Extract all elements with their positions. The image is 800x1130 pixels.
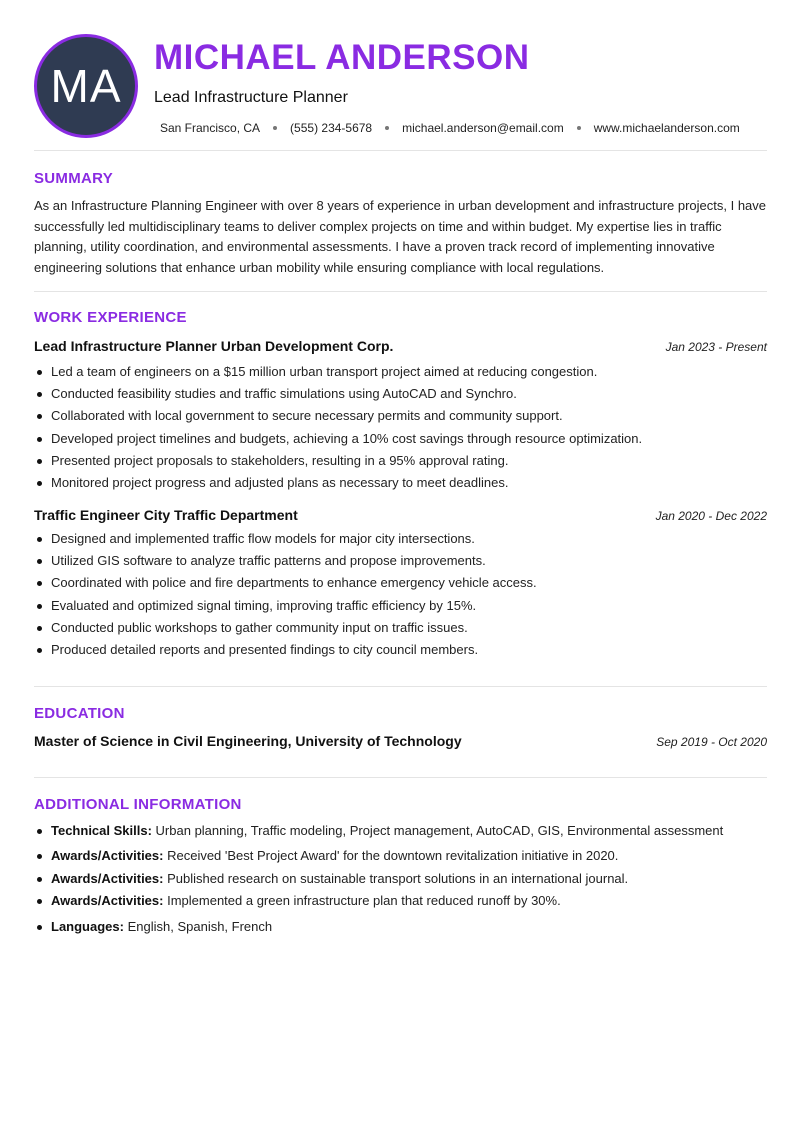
list-item: Utilized GIS software to analyze traffic patterns and propose improvements. <box>51 550 537 572</box>
education-heading: EDUCATION <box>34 705 125 722</box>
info-text: Urban planning, Traffic modeling, Project management, AutoCAD, GIS, Environmental assessment <box>155 823 724 838</box>
resume-header <box>34 34 767 144</box>
job-header <box>34 338 767 354</box>
list-item <box>51 916 723 938</box>
list-item <box>51 845 723 868</box>
work-experience-heading: WORK EXPERIENCE <box>34 309 187 326</box>
info-text: Implemented a green infrastructure plan that reduced runoff by 30%. <box>167 893 561 908</box>
info-label: Awards/Activities: <box>51 871 164 886</box>
dot-separator-icon <box>577 126 581 130</box>
list-item: Conducted feasibility studies and traffic simulations using AutoCAD and Synchro. <box>51 383 642 405</box>
contact-phone: (555) 234-5678 <box>290 121 373 135</box>
list-item: Collaborated with local government to secure necessary permits and community support. <box>51 405 642 427</box>
job-title: Traffic Engineer City Traffic Department <box>34 507 298 523</box>
summary-text: As an Infrastructure Planning Engineer with over 8 years of experience in urban development and infrastructure projects, I have successfully led multidisciplinary teams to deliver complex projects on time and within budget. My expertise lies in traffic planning, utility coordination, and environmental assessments. I have a proven track record of implementing innovative engineering solutions that enhance urban mobility while ensuring compliance with local regulations. <box>34 198 767 275</box>
additional-info-heading: ADDITIONAL INFORMATION <box>34 796 242 813</box>
avatar <box>34 34 138 138</box>
dot-separator-icon <box>273 126 277 130</box>
list-item: Coordinated with police and fire departments to enhance emergency vehicle access. <box>51 572 537 594</box>
list-item: Conducted public workshops to gather community input on traffic issues. <box>51 617 537 639</box>
info-text: English, Spanish, French <box>127 919 273 934</box>
list-item <box>51 868 723 890</box>
contact-website[interactable]: www.michaelanderson.com <box>593 121 740 135</box>
job-date: Jan 2020 - Dec 2022 <box>655 509 767 523</box>
list-item: Produced detailed reports and presented findings to city council members. <box>51 639 537 661</box>
job-date: Jan 2023 - Present <box>665 340 767 354</box>
section-divider <box>34 777 767 778</box>
candidate-name: MICHAEL ANDERSON <box>154 38 530 77</box>
info-text: Received 'Best Project Award' for the downtown revitalization initiative in 2020. <box>167 848 619 863</box>
education-date: Sep 2019 - Oct 2020 <box>656 735 767 749</box>
list-item <box>51 820 723 845</box>
dot-separator-icon <box>385 126 389 130</box>
list-item: Evaluated and optimized signal timing, improving traffic efficiency by 15%. <box>51 595 537 617</box>
education-entry <box>34 733 767 749</box>
section-divider <box>34 686 767 687</box>
candidate-role: Lead Infrastructure Planner <box>154 89 348 106</box>
contact-location: San Francisco, CA <box>160 121 261 135</box>
list-item: Presented project proposals to stakeholders, resulting in a 95% approval rating. <box>51 450 642 472</box>
info-text: Published research on sustainable transport solutions in an international journal. <box>167 871 629 886</box>
info-label: Awards/Activities: <box>51 848 164 863</box>
avatar-initials: MA <box>50 60 122 112</box>
section-divider <box>34 291 767 292</box>
additional-info-list <box>51 820 723 938</box>
contact-info <box>160 121 740 135</box>
degree: Master of Science in Civil Engineering, University of Technology <box>34 733 462 749</box>
job-header <box>34 507 767 523</box>
list-item: Developed project timelines and budgets, achieving a 10% cost savings through resource optimization. <box>51 428 642 450</box>
list-item: Designed and implemented traffic flow models for major city intersections. <box>51 528 537 550</box>
info-label: Technical Skills: <box>51 823 152 838</box>
list-item: Led a team of engineers on a $15 million urban transport project aimed at reducing congestion. <box>51 361 642 383</box>
info-label: Languages: <box>51 919 124 934</box>
contact-email[interactable]: michael.anderson@email.com <box>402 121 564 135</box>
job-bullets <box>51 528 537 661</box>
list-item <box>51 890 723 916</box>
list-item: Monitored project progress and adjusted plans as necessary to meet deadlines. <box>51 472 642 494</box>
summary-heading: SUMMARY <box>34 170 114 187</box>
section-divider <box>34 150 767 151</box>
job-bullets <box>51 361 642 494</box>
info-label: Awards/Activities: <box>51 893 164 908</box>
job-title: Lead Infrastructure Planner Urban Development Corp. <box>34 338 394 354</box>
